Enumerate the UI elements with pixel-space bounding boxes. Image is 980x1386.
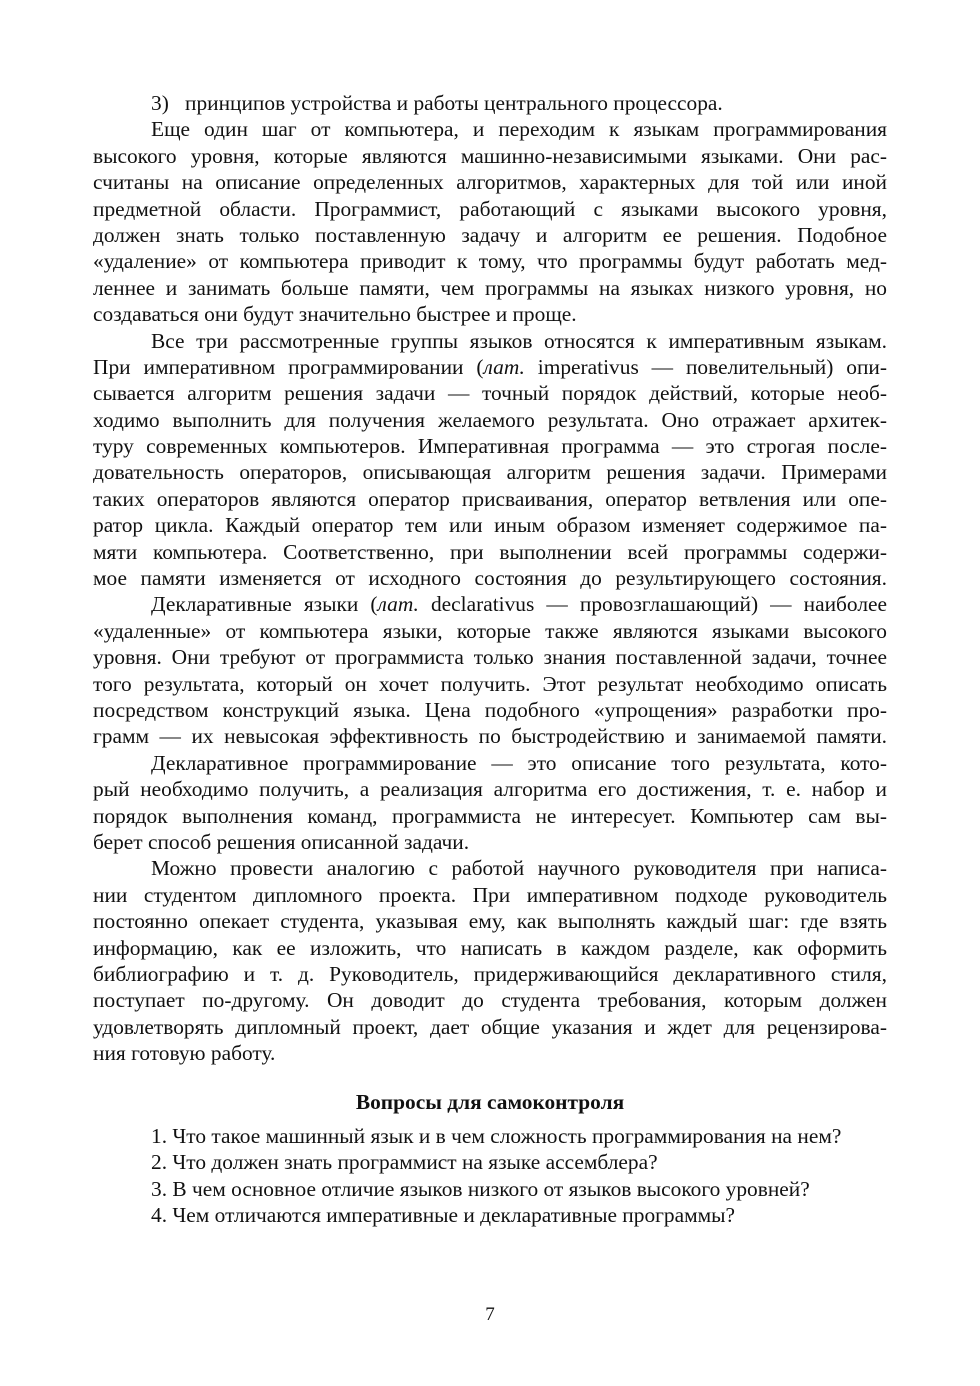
- text-line: Декларативные языки (лат. declarativus — провозглашающий) — наиболее: [151, 592, 887, 617]
- question-item: 3. В чем основное отличие языков низкого от языков высокого уровней?: [151, 1176, 810, 1201]
- text-line: нии студентом дипломного проекта. При императивном подходе руководитель: [93, 882, 887, 907]
- text-line: берет способ решения описанной задачи.: [93, 829, 470, 854]
- text-line: ратор цикла. Каждый оператор тем или иным образом изменяет содержимое па-: [93, 513, 887, 538]
- text-line: мяти компьютера. Соответственно, при выполнении всей программы содержи-: [93, 539, 887, 564]
- text-line: ния готовую работу.: [93, 1041, 276, 1066]
- text-line: «удаление» от компьютера приводит к тому, что программы будут работать мед-: [93, 249, 887, 274]
- text-line: порядок выполнения команд, программиста не интересует. Компьютер сам вы-: [93, 803, 887, 828]
- text-line: довательность операторов, описывающая алгоритм решения задачи. Примерами: [93, 460, 887, 485]
- text-line: грамм — их невысокая эффективность по быстродействию и занимаемой памяти.: [93, 724, 887, 749]
- list-item-text: принципов устройства и работы центрального процессора.: [185, 91, 723, 115]
- text-line: туру современных компьютеров. Императивная программа — это строгая после-: [93, 434, 887, 459]
- page-body: [93, 90, 887, 1228]
- list-item-intro: [93, 90, 887, 116]
- text-line: мое памяти изменяется от исходного состояния до результирующего состояния.: [93, 566, 887, 591]
- text-line: «удаленные» от компьютера языки, которые также являются языками высокого: [93, 618, 887, 643]
- paragraph-1: [93, 116, 887, 327]
- questions-list: [93, 1123, 887, 1229]
- text-line: библиографию и т. д. Руководитель, придерживающийся декларативного стиля,: [93, 961, 887, 986]
- text-line: леннее и занимать больше памяти, чем программы на языках низкого уровня, но: [93, 275, 887, 300]
- paragraph-2: [93, 328, 887, 592]
- text-line: постоянно опекает студента, указывая ему, как выполнять каждый шаг: где взять: [93, 909, 887, 934]
- question-item: 1. Что такое машинный язык и в чем сложность программирования на нем?: [151, 1123, 842, 1148]
- text-line: высокого уровня, которые являются машинно-независимыми языками. Они рас-: [93, 143, 887, 168]
- list-item-number: 3): [151, 91, 169, 115]
- text-line: поступает по-другому. Он доводит до студента требования, которым должен: [93, 988, 887, 1013]
- text-line: информацию, как ее изложить, что написать в каждом разделе, как оформить: [93, 935, 887, 960]
- text-line: уровня. Они требуют от программиста только знания поставленной задачи, точнее: [93, 645, 887, 670]
- text-line: посредством конструкций языка. Цена подобного «упрощения» разработки про-: [93, 697, 887, 722]
- text-line: предметной области. Программист, работающий с языками высокого уровня,: [93, 196, 887, 221]
- paragraph-3: [93, 591, 887, 749]
- text-line: сывается алгоритм решения задачи — точный порядок действий, которые необ-: [93, 381, 887, 406]
- text-line: При императивном программировании (лат. imperativus — повелительный) опи-: [93, 354, 887, 379]
- text-line: ходимо выполнить для получения желаемого результата. Оно отражает архитек-: [93, 407, 887, 432]
- page-number: 7: [485, 1304, 495, 1325]
- question-item: 4. Чем отличаются императивные и декларативные программы?: [151, 1203, 736, 1228]
- text-line: Еще один шаг от компьютера, и переходим к языкам программирования: [151, 117, 887, 142]
- text-line: того результата, который он хочет получить. Этот результат необходимо описать: [93, 671, 887, 696]
- question-item: 2. Что должен знать программист на языке ассемблера?: [151, 1150, 658, 1175]
- text-line: создаваться они будут значительно быстрее и проще.: [93, 302, 577, 327]
- section-title: Вопросы для самоконтроля: [355, 1090, 625, 1115]
- text-line: считаны на описание определенных алгоритмов, характерных для той или иной: [93, 170, 887, 195]
- text-line: удовлетворять дипломный проект, дает общие указания и ждет для рецензирова-: [93, 1014, 887, 1039]
- text-line: должен знать только поставленную задачу и алгоритм ее решения. Подобное: [93, 222, 887, 247]
- text-line: Все три рассмотренные группы языков относятся к императивным языкам.: [151, 328, 887, 353]
- text-line: Можно провести аналогию с работой научного руководителя при написа-: [151, 856, 887, 881]
- text-line: Декларативное программирование — это описание того результата, кото-: [151, 750, 887, 775]
- text-line: таких операторов являются оператор присваивания, оператор ветвления или опе-: [93, 486, 887, 511]
- paragraph-5: [93, 855, 887, 1066]
- text-line: рый необходимо получить, а реализация алгоритма его достижения, т. е. набор и: [93, 777, 887, 802]
- paragraph-4: [93, 750, 887, 856]
